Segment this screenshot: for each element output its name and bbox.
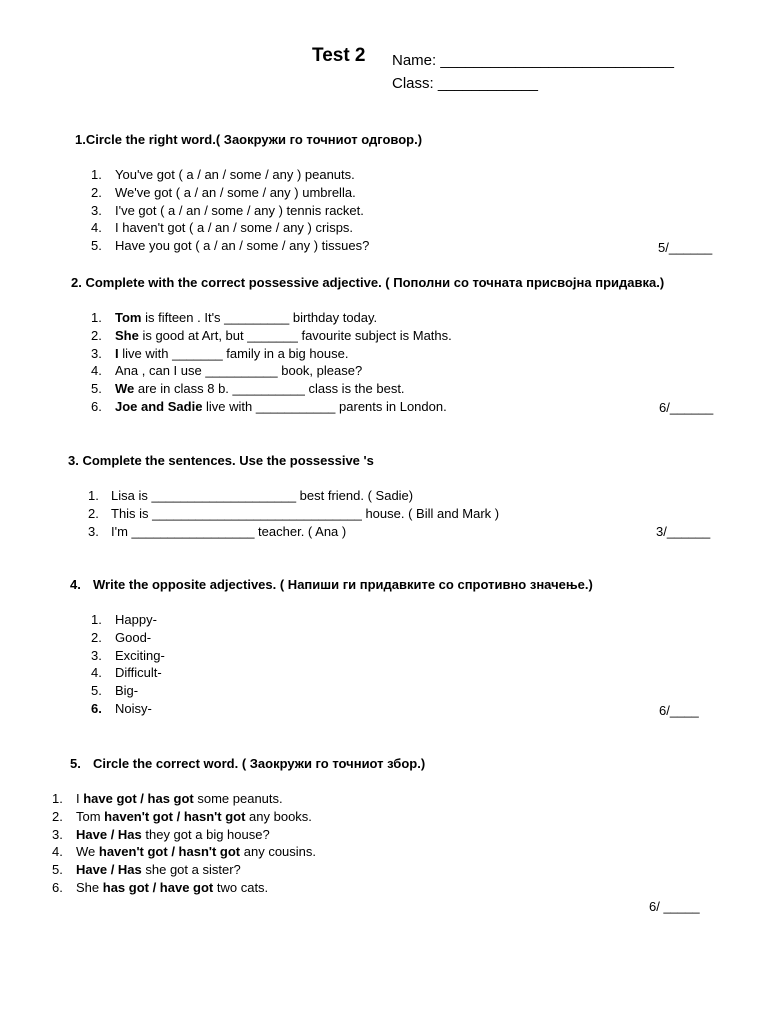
section-4-heading <box>70 576 593 594</box>
item-number: 1. <box>52 791 63 806</box>
item-subject: I <box>115 345 119 361</box>
section-5-number: 5. <box>70 756 81 771</box>
section-5-score: 6/ _____ <box>649 899 700 914</box>
section-1-heading <box>75 131 422 149</box>
item-subject: We <box>115 381 135 397</box>
item-text <box>76 861 241 879</box>
item-text: We've got ( a / an / some / any ) umbrella. <box>115 184 356 200</box>
item-text: Difficult- <box>115 665 162 681</box>
item-number: 2. <box>91 184 102 200</box>
section-5-heading <box>70 755 425 773</box>
item-choice: Have / Has <box>76 862 142 878</box>
item-number: 3. <box>52 826 63 842</box>
section-4-heading-text: Write the opposite adjectives. ( Напиши ги придавките со спротивно значење.) <box>93 577 593 592</box>
item-text <box>115 398 447 416</box>
page-title: Test 2 <box>312 45 366 66</box>
section-2-heading-text: Complete with the correct possessive adjective. ( Пополни со точната присвојна придавка.) <box>85 275 665 290</box>
section-3-score: 3/______ <box>656 524 711 539</box>
item-number: 5. <box>91 238 102 254</box>
item-text <box>115 309 377 327</box>
item-number: 3. <box>91 345 102 361</box>
section-2-score: 6/______ <box>659 400 714 415</box>
item-choice: Have / Has <box>76 826 142 842</box>
item-text: I'm _________________ teacher. ( Ana ) <box>111 523 347 539</box>
item-text <box>76 808 312 826</box>
section-3-number: 3. <box>68 453 79 468</box>
item-number: 4. <box>91 665 102 681</box>
item-number: 5. <box>91 683 102 699</box>
item-number: 5. <box>52 862 63 878</box>
item-text <box>115 380 405 398</box>
item-post: two cats. <box>213 879 269 895</box>
item-number: 3. <box>88 523 99 539</box>
item-pre: She <box>76 879 103 895</box>
item-number: 3. <box>91 647 102 663</box>
item-rest: live with _______ family in a big house. <box>118 345 349 361</box>
item-text: Exciting- <box>115 647 165 663</box>
item-text: You've got ( a / an / some / any ) peanuts. <box>115 167 355 182</box>
section-1-heading-text: Circle the right word.( Заокружи го точниот одговор.) <box>85 132 423 147</box>
item-pre: I <box>76 791 84 806</box>
item-text <box>115 345 348 363</box>
item-text: Big- <box>115 683 139 699</box>
item-number: 1. <box>91 167 102 182</box>
item-post: some peanuts. <box>193 791 283 806</box>
item-rest: live with ___________ parents in London. <box>202 398 447 414</box>
item-number: 6. <box>52 879 63 895</box>
item-number: 1. <box>88 488 99 503</box>
item-rest: is fifteen . It's _________ birthday today. <box>141 310 378 325</box>
item-text <box>76 879 268 897</box>
item-text: I've got ( a / an / some / any ) tennis racket. <box>115 202 364 218</box>
item-rest: are in class 8 b. __________ class is the best. <box>134 381 405 397</box>
item-text <box>76 843 316 861</box>
section-1-number: 1. <box>75 132 86 147</box>
item-text: This is _____________________________ house. ( Bill and Mark ) <box>111 505 500 521</box>
item-choice: has got / have got <box>102 879 214 895</box>
item-number: 4. <box>91 220 102 236</box>
item-text: Noisy- <box>115 700 152 716</box>
item-number: 2. <box>52 808 63 824</box>
item-subject: Joe and Sadie <box>115 398 203 414</box>
item-text <box>76 826 270 844</box>
item-subject: Tom <box>115 310 142 325</box>
section-1-score: 5/______ <box>658 240 713 255</box>
section-2-heading <box>71 274 664 292</box>
item-subject: She <box>115 327 139 343</box>
item-rest: Ana , can I use __________ book, please? <box>115 363 363 379</box>
item-pre: Tom <box>76 808 105 824</box>
item-number: 4. <box>91 363 102 379</box>
class-field: Class: ____________ <box>392 75 538 92</box>
item-post: they got a big house? <box>141 826 270 842</box>
item-text <box>115 327 452 345</box>
item-number: 6. <box>91 700 102 716</box>
item-number: 2. <box>88 505 99 521</box>
item-rest: is good at Art, but _______ favourite subject is Maths. <box>138 327 452 343</box>
item-number: 1. <box>91 612 102 627</box>
item-number: 5. <box>91 381 102 397</box>
item-number: 6. <box>91 398 102 414</box>
item-number: 2. <box>91 629 102 645</box>
item-number: 3. <box>91 202 102 218</box>
section-4-score: 6/____ <box>659 703 699 718</box>
item-pre: We <box>76 844 99 860</box>
item-number: 2. <box>91 327 102 343</box>
name-field: Name: ____________________________ <box>392 52 674 69</box>
item-choice: haven't got / hasn't got <box>104 808 246 824</box>
item-text: I haven't got ( a / an / some / any ) crisps. <box>115 220 354 236</box>
section-3-heading-text: Complete the sentences. Use the possessive 's <box>82 453 374 468</box>
item-choice: haven't got / hasn't got <box>98 844 241 860</box>
item-post: any books. <box>245 808 312 824</box>
section-2-number: 2. <box>71 275 82 290</box>
item-text <box>115 362 362 380</box>
item-text: Happy- <box>115 612 157 627</box>
section-3-heading <box>68 452 374 470</box>
item-post: she got a sister? <box>141 862 241 878</box>
item-text <box>76 790 283 808</box>
item-number: 4. <box>52 844 63 860</box>
item-post: any cousins. <box>240 844 317 860</box>
section-5-heading-text: Circle the correct word. ( Заокружи го точниот збор.) <box>93 756 426 771</box>
item-text: Have you got ( a / an / some / any ) tissues? <box>115 238 370 254</box>
item-text: Good- <box>115 629 152 645</box>
item-choice: have got / has got <box>83 791 194 806</box>
item-text: Lisa is ____________________ best friend. ( Sadie) <box>111 488 414 503</box>
item-number: 1. <box>91 310 102 325</box>
section-4-number: 4. <box>70 577 81 592</box>
